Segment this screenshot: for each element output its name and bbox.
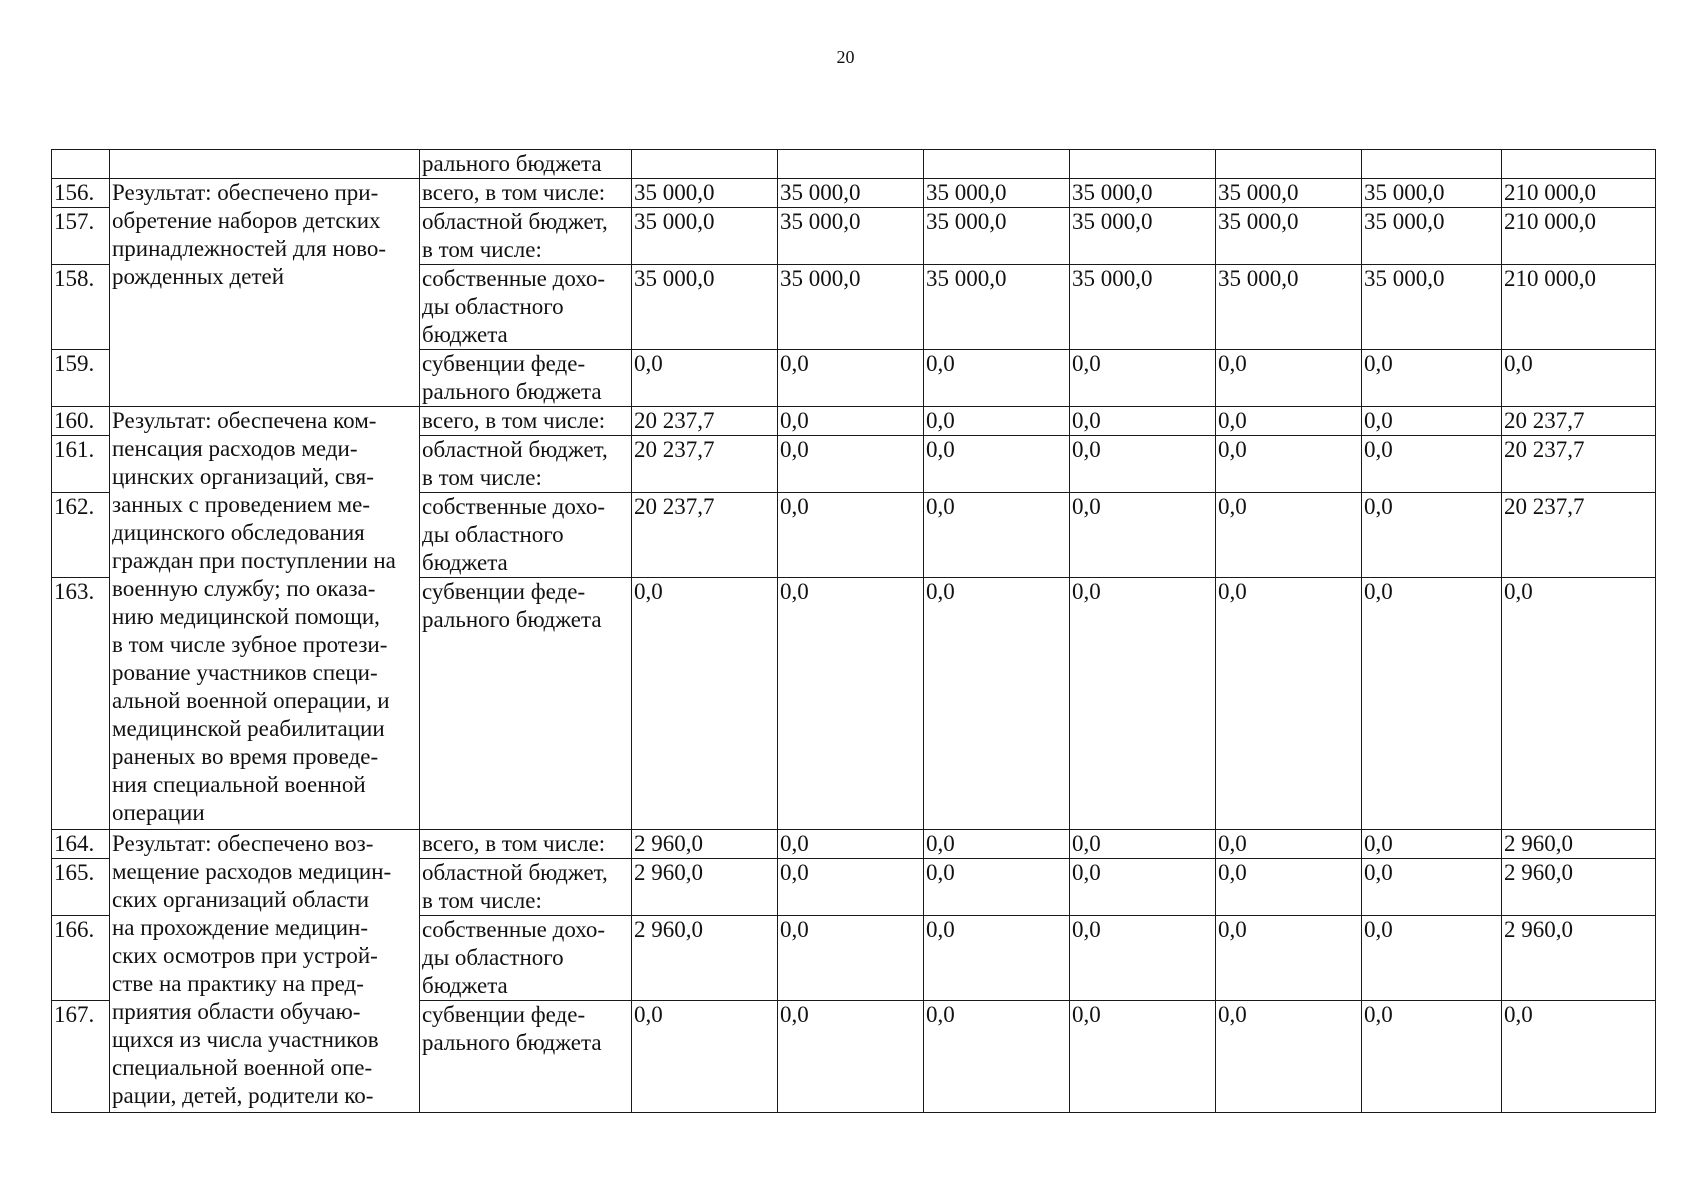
year-1-value xyxy=(632,150,778,179)
year-2-value: 0,0 xyxy=(778,859,924,916)
year-4-value: 35 000,0 xyxy=(1070,179,1216,208)
year-1-value: 2 960,0 xyxy=(632,916,778,1001)
funding-source: собственные дохо- ды областного бюджета xyxy=(420,265,632,350)
row-number: 159. xyxy=(52,350,110,407)
total-value: 210 000,0 xyxy=(1502,208,1656,265)
year-6-value xyxy=(1362,150,1502,179)
year-2-value: 35 000,0 xyxy=(778,179,924,208)
year-2-value: 0,0 xyxy=(778,916,924,1001)
year-5-value: 35 000,0 xyxy=(1216,265,1362,350)
year-3-value: 0,0 xyxy=(924,830,1070,859)
year-5-value: 0,0 xyxy=(1216,578,1362,830)
year-3-value: 0,0 xyxy=(924,1001,1070,1113)
row-number: 160. xyxy=(52,407,110,436)
total-value: 210 000,0 xyxy=(1502,265,1656,350)
row-number: 165. xyxy=(52,859,110,916)
year-3-value xyxy=(924,150,1070,179)
row-number: 166. xyxy=(52,916,110,1001)
year-1-value: 35 000,0 xyxy=(632,208,778,265)
total-value: 20 237,7 xyxy=(1502,407,1656,436)
total-value: 2 960,0 xyxy=(1502,916,1656,1001)
table-row xyxy=(52,830,1656,859)
page-number: 20 xyxy=(836,47,855,67)
funding-source: рального бюджета xyxy=(420,150,632,179)
year-1-value: 2 960,0 xyxy=(632,830,778,859)
total-value: 2 960,0 xyxy=(1502,830,1656,859)
year-4-value: 0,0 xyxy=(1070,407,1216,436)
year-6-value: 35 000,0 xyxy=(1362,179,1502,208)
total-value xyxy=(1502,150,1656,179)
year-2-value: 0,0 xyxy=(778,436,924,493)
year-4-value: 0,0 xyxy=(1070,916,1216,1001)
year-1-value: 0,0 xyxy=(632,578,778,830)
total-value: 0,0 xyxy=(1502,350,1656,407)
year-3-value: 0,0 xyxy=(924,407,1070,436)
year-1-value: 0,0 xyxy=(632,350,778,407)
result-description: Результат: обеспечено при- обретение наборов детских принадлежностей для ново- рожденных детей xyxy=(110,179,420,407)
result-description: Результат: обеспечено воз- мещение расходов медицин- ских организаций области на прохождение медицин- ских осмотров при устрой- стве на практику на пред- приятия области обучаю- щихся из числа участников специальной военной опе- рации, детей, родители ко- xyxy=(110,830,420,1113)
year-3-value: 0,0 xyxy=(924,916,1070,1001)
year-2-value: 0,0 xyxy=(778,1001,924,1113)
row-number: 167. xyxy=(52,1001,110,1113)
funding-source: собственные дохо- ды областного бюджета xyxy=(420,916,632,1001)
funding-source: субвенции феде- рального бюджета xyxy=(420,1001,632,1113)
budget-table xyxy=(51,149,1656,1113)
year-5-value: 0,0 xyxy=(1216,436,1362,493)
year-6-value: 0,0 xyxy=(1362,578,1502,830)
year-5-value: 0,0 xyxy=(1216,350,1362,407)
year-6-value: 0,0 xyxy=(1362,407,1502,436)
funding-source: всего, в том числе: xyxy=(420,179,632,208)
year-3-value: 0,0 xyxy=(924,350,1070,407)
year-5-value: 0,0 xyxy=(1216,407,1362,436)
table-row xyxy=(52,179,1656,208)
year-4-value: 0,0 xyxy=(1070,578,1216,830)
year-6-value: 0,0 xyxy=(1362,830,1502,859)
year-6-value: 0,0 xyxy=(1362,859,1502,916)
year-2-value: 0,0 xyxy=(778,578,924,830)
total-value: 20 237,7 xyxy=(1502,493,1656,578)
table-row xyxy=(52,150,1656,179)
year-4-value: 35 000,0 xyxy=(1070,265,1216,350)
row-number: 164. xyxy=(52,830,110,859)
year-3-value: 35 000,0 xyxy=(924,208,1070,265)
year-5-value xyxy=(1216,150,1362,179)
year-1-value: 20 237,7 xyxy=(632,436,778,493)
year-5-value: 0,0 xyxy=(1216,859,1362,916)
year-4-value: 0,0 xyxy=(1070,859,1216,916)
year-2-value: 0,0 xyxy=(778,493,924,578)
year-2-value xyxy=(778,150,924,179)
funding-source: субвенции феде- рального бюджета xyxy=(420,350,632,407)
total-value: 210 000,0 xyxy=(1502,179,1656,208)
year-4-value: 0,0 xyxy=(1070,1001,1216,1113)
row-number: 157. xyxy=(52,208,110,265)
year-3-value: 0,0 xyxy=(924,859,1070,916)
year-5-value: 0,0 xyxy=(1216,493,1362,578)
table-row xyxy=(52,407,1656,436)
year-2-value: 0,0 xyxy=(778,350,924,407)
year-2-value: 0,0 xyxy=(778,830,924,859)
year-4-value: 0,0 xyxy=(1070,350,1216,407)
year-1-value: 20 237,7 xyxy=(632,493,778,578)
year-1-value: 35 000,0 xyxy=(632,179,778,208)
year-1-value: 2 960,0 xyxy=(632,859,778,916)
year-3-value: 0,0 xyxy=(924,493,1070,578)
year-6-value: 35 000,0 xyxy=(1362,208,1502,265)
year-5-value: 35 000,0 xyxy=(1216,208,1362,265)
year-2-value: 35 000,0 xyxy=(778,265,924,350)
total-value: 0,0 xyxy=(1502,578,1656,830)
year-2-value: 0,0 xyxy=(778,407,924,436)
year-6-value: 0,0 xyxy=(1362,350,1502,407)
year-4-value: 0,0 xyxy=(1070,436,1216,493)
year-3-value: 35 000,0 xyxy=(924,179,1070,208)
total-value: 20 237,7 xyxy=(1502,436,1656,493)
year-3-value: 0,0 xyxy=(924,436,1070,493)
year-6-value: 0,0 xyxy=(1362,916,1502,1001)
row-number: 158. xyxy=(52,265,110,350)
year-5-value: 35 000,0 xyxy=(1216,179,1362,208)
row-number: 156. xyxy=(52,179,110,208)
total-value: 0,0 xyxy=(1502,1001,1656,1113)
total-value: 2 960,0 xyxy=(1502,859,1656,916)
year-4-value: 0,0 xyxy=(1070,830,1216,859)
year-4-value: 35 000,0 xyxy=(1070,208,1216,265)
year-6-value: 0,0 xyxy=(1362,436,1502,493)
year-3-value: 0,0 xyxy=(924,578,1070,830)
result-description: Результат: обеспечена ком- пенсация расходов меди- цинских организаций, свя- занных с проведением ме- дицинского обследования граждан при поступлении на военную службу; по оказа- нию медицинской помощи, в том числе зубное протези- рование участников специ- альной военной операции, и медицинской реабилитации раненых во время проведе- ния специальной военной операции xyxy=(110,407,420,830)
year-1-value: 20 237,7 xyxy=(632,407,778,436)
funding-source: областной бюджет, в том числе: xyxy=(420,208,632,265)
year-6-value: 0,0 xyxy=(1362,1001,1502,1113)
year-5-value: 0,0 xyxy=(1216,916,1362,1001)
funding-source: областной бюджет, в том числе: xyxy=(420,436,632,493)
year-4-value xyxy=(1070,150,1216,179)
funding-source: всего, в том числе: xyxy=(420,830,632,859)
funding-source: собственные дохо- ды областного бюджета xyxy=(420,493,632,578)
row-number: 161. xyxy=(52,436,110,493)
result-description xyxy=(110,150,420,179)
year-6-value: 0,0 xyxy=(1362,493,1502,578)
year-4-value: 0,0 xyxy=(1070,493,1216,578)
funding-source: субвенции феде- рального бюджета xyxy=(420,578,632,830)
year-5-value: 0,0 xyxy=(1216,1001,1362,1113)
year-6-value: 35 000,0 xyxy=(1362,265,1502,350)
row-number: 163. xyxy=(52,578,110,830)
year-5-value: 0,0 xyxy=(1216,830,1362,859)
year-3-value: 35 000,0 xyxy=(924,265,1070,350)
year-1-value: 0,0 xyxy=(632,1001,778,1113)
funding-source: областной бюджет, в том числе: xyxy=(420,859,632,916)
row-number xyxy=(52,150,110,179)
year-1-value: 35 000,0 xyxy=(632,265,778,350)
year-2-value: 35 000,0 xyxy=(778,208,924,265)
row-number: 162. xyxy=(52,493,110,578)
funding-source: всего, в том числе: xyxy=(420,407,632,436)
